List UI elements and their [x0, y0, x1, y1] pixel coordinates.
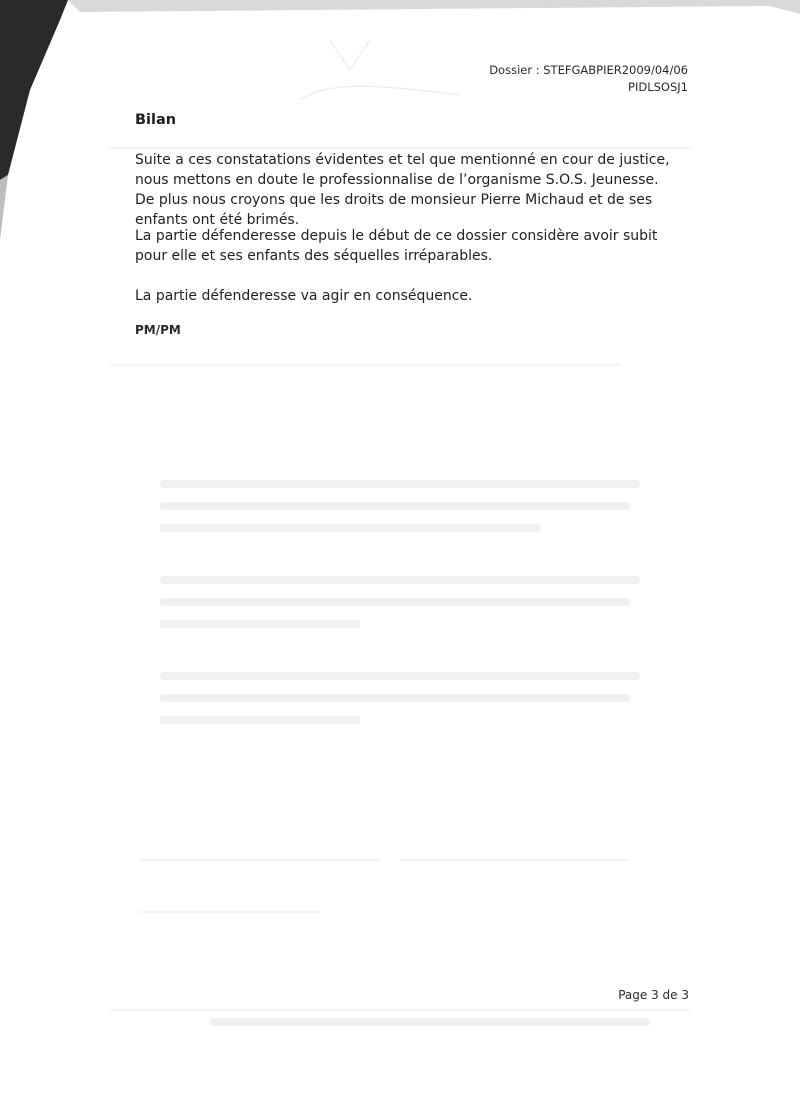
paragraph-2: La partie défenderesse depuis le début de ce dossier considère avoir subit pour elle et ses enfants des séquelles irréparables. [135, 228, 658, 264]
paragraph-3: La partie défenderesse va agir en conséquence. [135, 288, 473, 304]
author-initials: PM/PM [135, 323, 181, 337]
document-title: Bilan [135, 112, 177, 128]
dossier-reference [489, 62, 688, 96]
dossier-code: PIDLSOSJ1 [628, 80, 688, 94]
page-number: Page 3 de 3 [618, 988, 689, 1002]
paragraph-1: Suite a ces constatations évidentes et tel que mentionné en cour de justice, nous mettons en doute le professionnalise de l’organisme S.O.S. Jeunesse. De plus nous croyons que les droits de monsieur Pierre Michaud et de ses enfants ont été brimés. [135, 152, 670, 228]
dossier-number: Dossier : STEFGABPIER2009/04/06 [489, 63, 688, 77]
